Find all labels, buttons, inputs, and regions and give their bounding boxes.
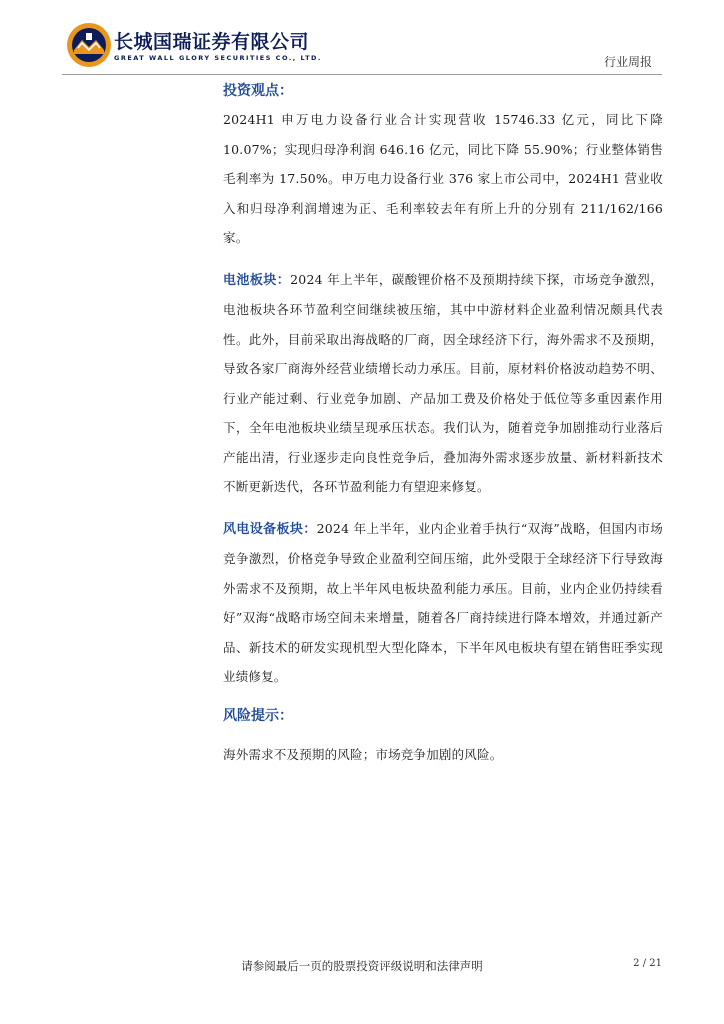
viewpoint-heading: 投资观点： bbox=[223, 83, 293, 99]
company-name-en: GREAT WALL GLORY SECURITIES CO., LTD. bbox=[114, 54, 322, 62]
report-type: 行业周报 bbox=[603, 55, 652, 69]
company-name: 长城国瑞证券有限公司 bbox=[114, 31, 310, 53]
page-number: 2 / 21 bbox=[633, 958, 662, 969]
battery-paragraph bbox=[223, 265, 663, 502]
header-divider bbox=[62, 74, 662, 75]
viewpoint-paragraph: 2024H1 申万电力设备行业合计实现营收 15746.33 亿元，同比下降 10.07%；实现归母净利润 646.16 亿元，同比下降 55.90%；行业整体销售毛利率为 17.50%。申万电力设备行业 376 家上市公司中，2024H1 营业收入和归母净利润增速为正、毛利率较去年有所上升的分别有 211/162/166 家。 bbox=[223, 112, 663, 245]
wind-text: 2024 年上半年，业内企业着手执行“双海”战略，但国内市场竞争激烈，价格竞争导致企业盈利空间压缩，此外受限于全球经济下行导致海外需求不及预期，故上半年风电板块盈利能力承压。目前，业内企业仍持续看好”双海“战略市场空间未来增量，随着各厂商持续进行降本增效，并通过新产品、新技术的研发实现机型大型化降本，下半年风电板块有望在销售旺季实现业绩修复。 bbox=[223, 520, 663, 684]
wind-heading: 风电设备板块： bbox=[223, 521, 317, 537]
footer-disclaimer: 请参阅最后一页的股票投资评级说明和法律声明 bbox=[241, 959, 483, 973]
page-header bbox=[0, 0, 724, 80]
company-logo-icon bbox=[66, 22, 112, 68]
wind-paragraph bbox=[223, 514, 663, 692]
report-body bbox=[223, 77, 663, 769]
risk-paragraph: 海外需求不及预期的风险；市场竞争加剧的风险。 bbox=[223, 746, 503, 762]
battery-text: 2024 年上半年，碳酸锂价格不及预期持续下探，市场竞争激烈，电池板块各环节盈利空间继续被压缩，其中中游材料企业盈利情况颇具代表性。此外，目前采取出海战略的厂商，因全球经济下行，海外需求不及预期，导致各家厂商海外经营业绩增长动力承压。目前，原材料价格波动趋势不明、行业产能过剩、行业竞争加剧、产品加工费及价格处于低位等多重因素作用下，全年电池板块业绩呈现承压状态。我们认为，随着竞争加剧推动行业落后产能出清，行业逐步走向良性竞争后，叠加海外需求逐步放量、新材料新技术不断更新迭代，各环节盈利能力有望迎来修复。 bbox=[223, 271, 663, 494]
battery-heading: 电池板块： bbox=[223, 272, 291, 288]
risk-heading: 风险提示： bbox=[223, 707, 293, 724]
